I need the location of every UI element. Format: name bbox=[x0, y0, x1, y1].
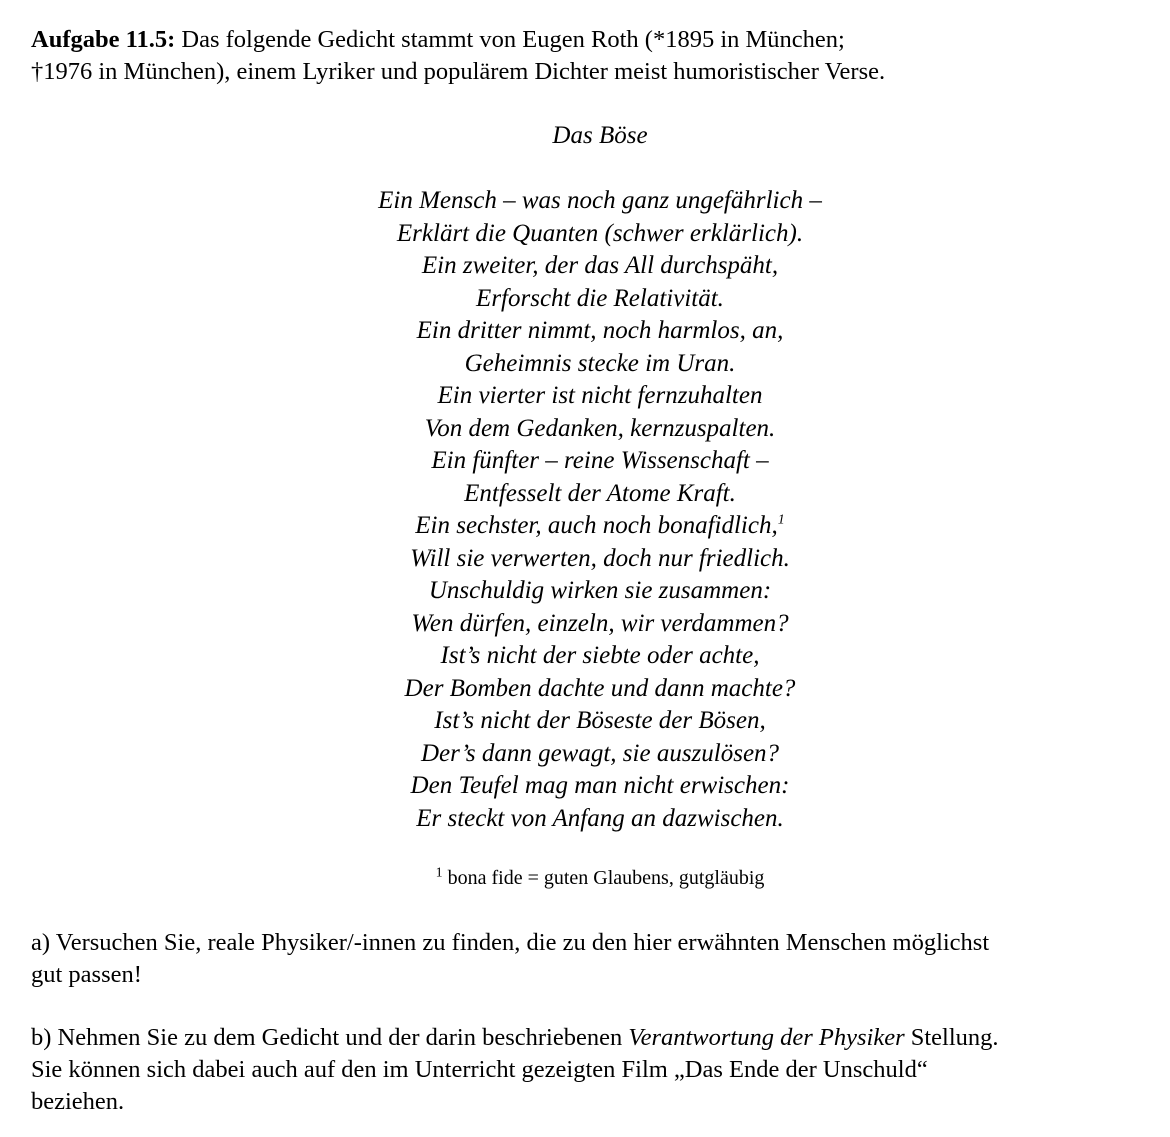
poem-line: Ist’s nicht der Böseste der Bösen, bbox=[434, 707, 766, 734]
poem-line: Er steckt von Anfang an dazwischen. bbox=[416, 804, 784, 832]
poem-line-text: Ein sechster, auch noch bonafidlich, bbox=[415, 512, 778, 539]
poem-line: Wen dürfen, einzeln, wir verdammen? bbox=[411, 609, 789, 637]
poem-line: Unschuldig wirken sie zusammen: bbox=[428, 577, 772, 604]
task-b-line3: beziehen. bbox=[31, 1088, 125, 1115]
task-a bbox=[31, 927, 1161, 991]
task-intro bbox=[31, 24, 1151, 88]
task-b-prefix: b) Nehmen Sie zu dem Gedicht und der darin beschriebenen bbox=[31, 1024, 629, 1051]
poem-line: Geheimnis stecke im Uran. bbox=[464, 349, 736, 377]
poem-line: Ein Mensch – was noch ganz ungefährlich – bbox=[378, 187, 822, 214]
poem bbox=[0, 185, 1170, 835]
poem-line: Ein vierter ist nicht fernzuhalten bbox=[437, 382, 763, 409]
poem-line: Von dem Gedanken, kernzuspalten. bbox=[424, 414, 776, 442]
poem-line: Den Teufel mag man nicht erwischen: bbox=[410, 772, 790, 799]
task-number: Aufgabe 11.5: bbox=[31, 26, 176, 53]
poem-line: Ein zweiter, der das All durchspäht, bbox=[421, 252, 779, 279]
task-b-line2: Sie können sich dabei auch auf den im Unterricht gezeigten Film „Das Ende der Unschuld“ bbox=[31, 1056, 928, 1083]
poem-line: Ist’s nicht der siebte oder achte, bbox=[440, 642, 760, 669]
poem-line: Der Bomben dachte und dann machte? bbox=[404, 674, 796, 702]
poem-line: Will sie verwerten, doch nur friedlich. bbox=[410, 544, 790, 572]
poem-line: Entfesselt der Atome Kraft. bbox=[464, 479, 736, 507]
task-a-line2: gut passen! bbox=[31, 961, 142, 988]
poem-line: Der’s dann gewagt, sie auszulösen? bbox=[420, 739, 780, 767]
task-b bbox=[31, 1022, 1161, 1118]
footnote bbox=[0, 864, 1170, 892]
poem-line: Erklärt die Quanten (schwer erklärlich). bbox=[396, 219, 804, 247]
task-b-suffix: Stellung. bbox=[904, 1024, 999, 1051]
intro-text-line2: †1976 in München), einem Lyriker und populärem Dichter meist humoristischer Verse. bbox=[31, 58, 886, 85]
task-a-line1: a) Versuchen Sie, reale Physiker/-innen zu finden, die zu den hier erwähnten Menschen möglichst bbox=[31, 929, 990, 956]
task-b-emphasis: Verantwortung der Physiker bbox=[628, 1024, 905, 1051]
poem-title: Das Böse bbox=[552, 122, 648, 149]
poem-line: Ein fünfter – reine Wissenschaft – bbox=[431, 447, 769, 474]
intro-text: Das folgende Gedicht stammt von Eugen Roth (*1895 in München; bbox=[175, 26, 845, 53]
poem-line: Ein dritter nimmt, noch harmlos, an, bbox=[416, 317, 784, 344]
footnote-text: bona fide = guten Glaubens, gutgläubig bbox=[442, 867, 765, 889]
poem-line: Erforscht die Relativität. bbox=[476, 284, 724, 312]
footnote-marker: 1 bbox=[435, 865, 443, 881]
poem-line-with-footnote bbox=[0, 510, 1170, 543]
footnote-reference: 1 bbox=[777, 512, 785, 528]
